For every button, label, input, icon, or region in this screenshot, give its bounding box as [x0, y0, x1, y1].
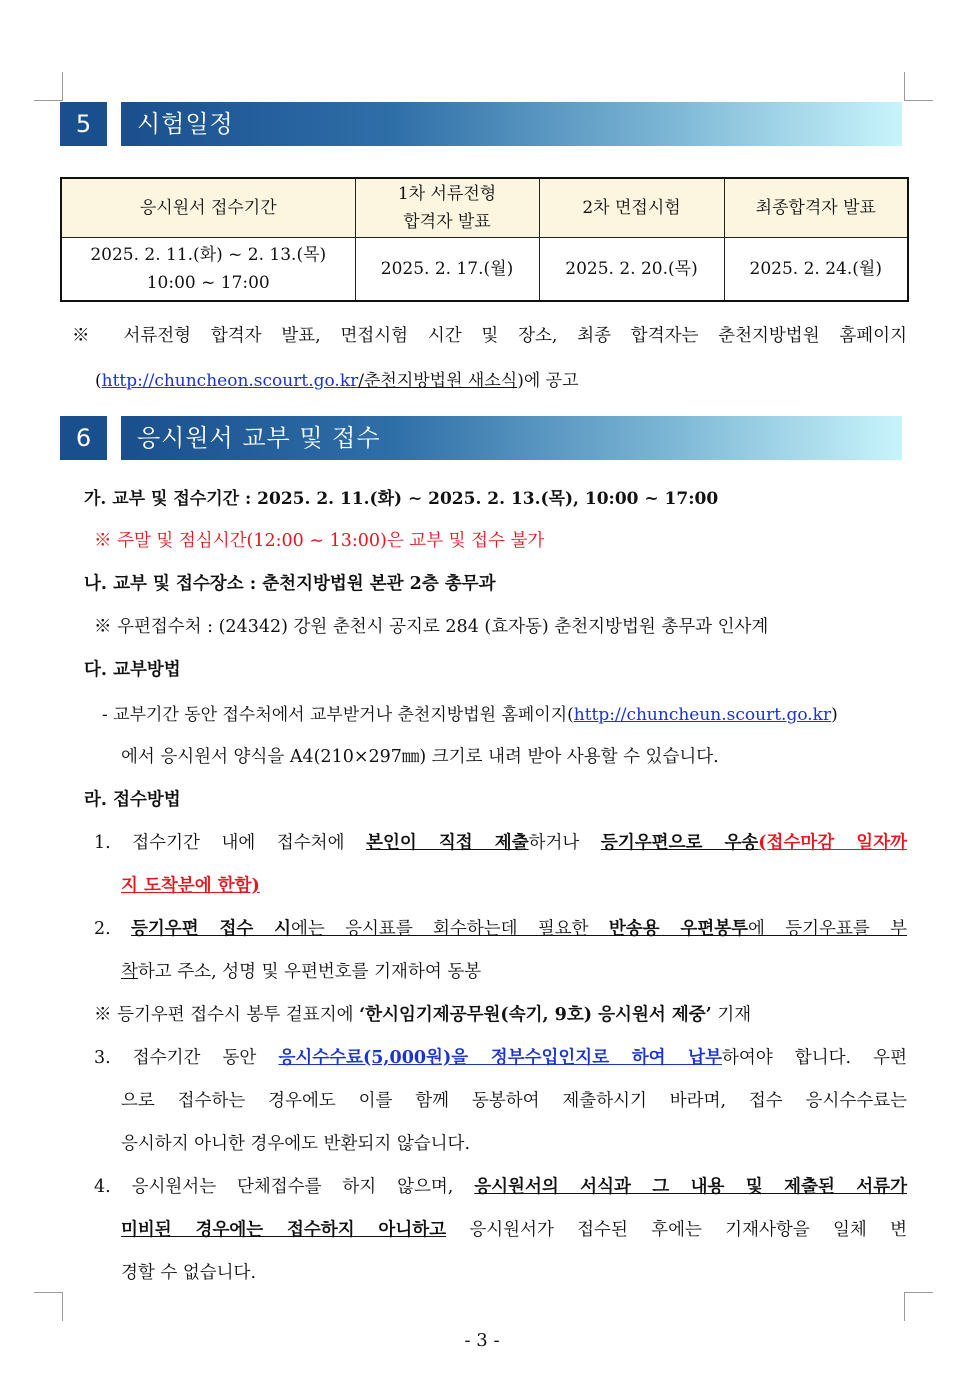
item3-text-a: 3. 접수기간 동안: [94, 1048, 279, 1068]
cell-final-result: 2025. 2. 24.(월): [724, 238, 908, 302]
item3-fee-payment: 응시수수료(5,000원)을 정부수입인지로 하여 납부: [278, 1048, 722, 1068]
crop-mark-bottom-right: [904, 1292, 933, 1321]
item2-text-e: 에 등기우표를 부: [748, 919, 907, 939]
item2-number: 2.: [94, 919, 131, 939]
submission-method-heading: 라. 접수방법: [84, 790, 181, 810]
cell-application-hours: 10:00 ~ 17:00: [146, 273, 270, 293]
schedule-note-line2: [95, 366, 579, 391]
section-5-number: 5: [60, 102, 107, 146]
item1-registered-mail: 등기우편으로 우송: [600, 833, 759, 853]
submission-item-2-line1: [94, 915, 907, 940]
submission-item-3-line2: 으로 접수하는 경우에도 이를 함께 동봉하여 제출하시기 바라며, 접수 응시수수료는: [121, 1091, 907, 1111]
submission-item-4-line1: [94, 1173, 907, 1198]
crop-mark-top-right: [904, 72, 933, 101]
item4-incomplete-docs: 응시원서의 서식과 그 내용 및 제출된 서류가: [474, 1177, 907, 1197]
item3-text-c: 하여야 합니다. 우편: [721, 1048, 907, 1068]
issuance-period: 가. 교부 및 접수기간 : 2025. 2. 11.(화) ∼ 2025. 2. 13.(목), 10:00 ~ 17:00: [84, 489, 719, 509]
schedule-data-row: [61, 238, 908, 302]
item4-text-d: 응시원서가 접수된 후에는 기재사항을 일체 변: [446, 1220, 907, 1240]
issuance-method-line2: 에서 응시원서 양식을 A4(210×297㎜) 크기로 내려 받아 사용할 수 있습니다.: [121, 747, 719, 767]
submission-item-1-line2: 지 도착분에 한함): [121, 876, 260, 896]
section-6-bar: [121, 416, 902, 460]
crop-mark-bottom-left: [34, 1292, 63, 1321]
section-5-bar: [121, 102, 902, 146]
item2-text-f: 착: [121, 962, 138, 982]
header-document-result-line1: 1차 서류전형: [397, 184, 497, 204]
header-application-period: 응시원서 접수기간: [61, 178, 355, 238]
item2-mail-case: 등기우편 접수 시: [131, 919, 291, 939]
submission-item-2-line2: [121, 958, 481, 983]
court-homepage-link[interactable]: http://chuncheon.scourt.go.kr: [101, 371, 359, 391]
item4-not-accepted: 미비된 경우에는 접수하지 아니하고: [121, 1220, 447, 1240]
section-6-header: [60, 416, 902, 460]
cell-application-period: [61, 238, 355, 302]
note2-envelope-label: ‘한시임기제공무원(속기, 9호) 응시원서 제중’: [359, 1005, 712, 1025]
section-5-title: 시험일정: [137, 110, 234, 138]
issuance-place: 나. 교부 및 접수장소 : 춘천지방법원 본관 2층 총무과: [84, 574, 496, 594]
schedule-note-line1: ※ 서류전형 합격자 발표, 면접시험 시간 및 장소, 최종 합격자는 춘천지방법원 홈페이지: [72, 326, 907, 346]
header-final-result: 최종합격자 발표: [724, 178, 908, 238]
item2-text-g: 하고 주소, 성명 및 우편번호를 기재하여 동봉: [137, 962, 482, 982]
news-board-link[interactable]: /춘천지방법원 새소식: [358, 371, 518, 391]
download-homepage-link[interactable]: http://chuncheun.scourt.go.kr: [573, 705, 832, 725]
note2-text-a: ※ 등기우편 접수시 봉투 겉표지에: [94, 1005, 360, 1025]
item1-in-person: 본인이 직접 제출: [366, 833, 529, 853]
submission-item-3-line1: [94, 1044, 907, 1069]
section-5-header: [60, 102, 902, 146]
crop-mark-top-left: [34, 72, 63, 101]
header-document-result: [355, 178, 539, 238]
note-open-paren: (: [95, 371, 102, 391]
envelope-label-note: [94, 1001, 751, 1026]
note-tail: )에 공고: [517, 371, 579, 391]
issuance-method-line1: [102, 700, 838, 725]
submission-item-3-line3: 응시하지 아니한 경우에도 반환되지 않습니다.: [121, 1134, 471, 1154]
header-interview: 2차 면접시험: [539, 178, 724, 238]
cell-interview: 2025. 2. 20.(목): [539, 238, 724, 302]
issuance-method-heading: 다. 교부방법: [84, 660, 181, 680]
item4-text-a: 4. 응시원서는 단체접수를 하지 않으며,: [94, 1177, 475, 1197]
submission-item-1-line1: [94, 829, 907, 854]
submission-item-4-line3: 경할 수 없습니다.: [121, 1263, 257, 1283]
section-6-number: 6: [60, 416, 107, 460]
cell-document-result: 2025. 2. 17.(월): [355, 238, 539, 302]
item1-text-c: 하거나: [528, 833, 601, 853]
item2-text-c: 에는 응시표를 회수하는데 필요한: [291, 919, 609, 939]
schedule-header-row: [61, 178, 908, 238]
section-6-title: 응시원서 교부 및 접수: [137, 424, 381, 452]
cell-application-dates: 2025. 2. 11.(화) ~ 2. 13.(목): [90, 245, 327, 265]
item1-deadline-note: (접수마감 일자까: [758, 833, 908, 853]
weekend-note: ※ 주말 및 점심시간(12:00 ∼ 13:00)은 교부 및 접수 불가: [94, 531, 545, 551]
header-document-result-line2: 합격자 발표: [403, 212, 491, 232]
postal-address-note: ※ 우편접수처 : (24342) 강원 춘천시 공지로 284 (효자동) 춘천지방법원 총무과 인사계: [94, 617, 769, 637]
issuance-method-text: - 교부기간 동안 접수처에서 교부받거나 춘천지방법원 홈페이지(: [102, 705, 574, 725]
item1-text-a: 1. 접수기간 내에 접수처에: [94, 833, 367, 853]
note2-text-c: 기재: [711, 1005, 752, 1025]
schedule-table: [60, 177, 909, 302]
issuance-method-close-paren: ): [831, 705, 838, 725]
page-number: - 3 -: [464, 1330, 500, 1351]
submission-item-4-line2: [121, 1216, 907, 1241]
item2-return-envelope: 반송용 우편봉투: [608, 919, 749, 939]
